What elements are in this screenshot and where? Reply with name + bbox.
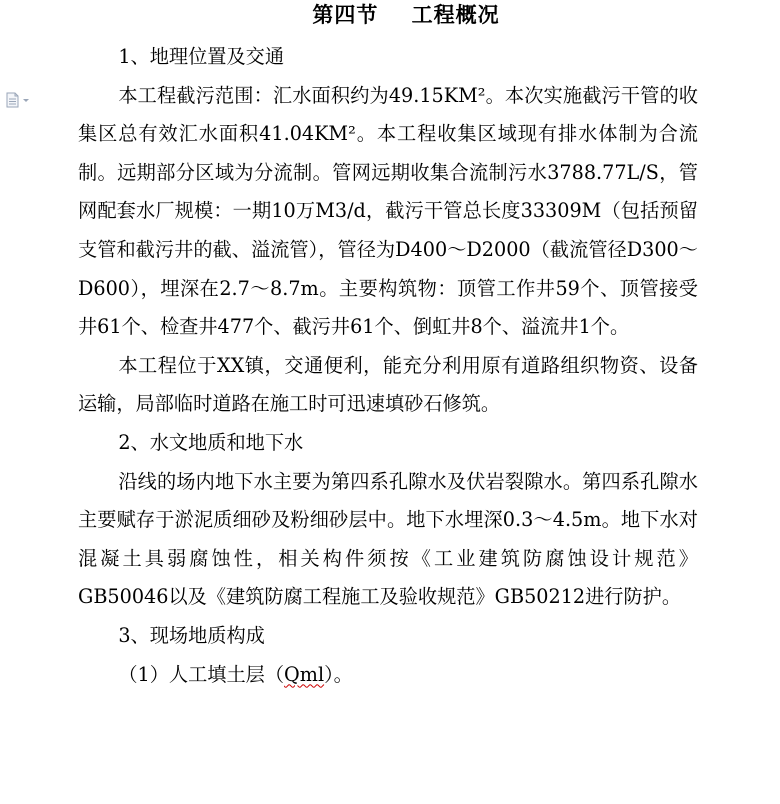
paragraph-traffic: 本工程位于XX镇，交通便利，能充分利用原有道路组织物资、设备运输，局部临时道路在施工时可迅速填砂石修筑。 <box>78 353 698 416</box>
paragraph-groundwater: 沿线的场内地下水主要为第四系孔隙水及伏岩裂隙水。第四系孔隙水主要赋存于淤泥质细砂及粉细砂层中。地下水埋深0.3～4.5m。地下水对混凝土具弱腐蚀性，相关构件须按《工业建筑防腐蚀设计规范》GB50046以及《建筑防腐工程施工及验收规范》GB50212进行防护。 <box>78 469 698 609</box>
section-title: 第四节 工程概况 <box>312 3 500 27</box>
fill-layer-code: Qml <box>284 662 325 686</box>
heading-site-geology: 3、现场地质构成 <box>118 623 265 647</box>
document-body <box>78 38 698 694</box>
document-icon-graphic <box>6 92 34 108</box>
heading-location-traffic: 1、地理位置及交通 <box>118 45 285 68</box>
document-icon[interactable] <box>6 92 34 108</box>
fill-layer-suffix: ）。 <box>324 662 353 686</box>
paragraph-fill-layer <box>78 656 698 695</box>
paragraph-project-scope: 本工程截污范围：汇水面积约为49.15KM²。本次实施截污干管的收集区总有效汇水面积41.04KM²。本工程收集区域现有排水体制为合流制。远期部分区域为分流制。管网远期收集合流制污水3788.77L/S，管网配套水厂规模：一期10万M3/d，截污干管总长度33309M（包括预留支管和截污井的截、溢流管），管径为D400～D2000（截流管径D300～D600），埋深在2.7～8.7m。主要构筑物：顶管工作井59个、顶管接受井61个、检查井477个、截污井61个、倒虹井8个、溢流井1个。 <box>78 83 698 339</box>
fill-layer-prefix: （1）人工填土层（ <box>118 662 285 686</box>
heading-hydrogeology: 2、水文地质和地下水 <box>118 430 304 454</box>
